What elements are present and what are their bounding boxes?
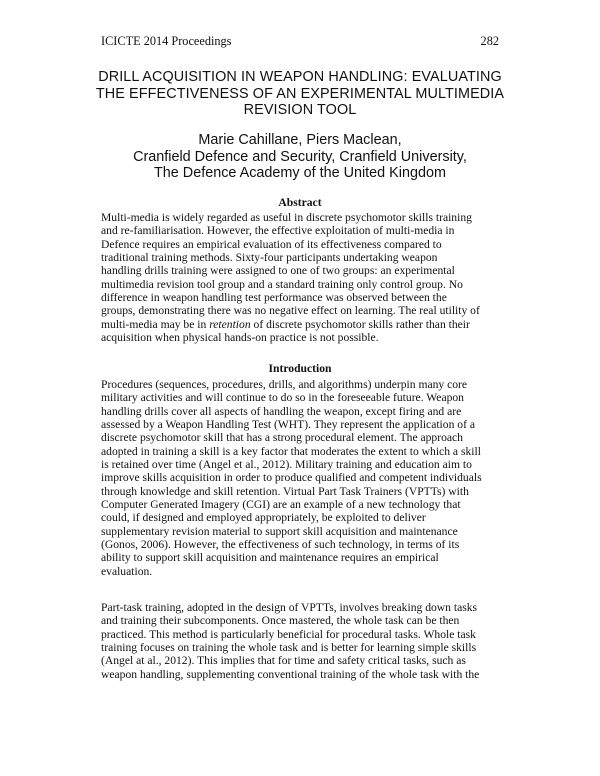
text-line: Part-task training, adopted in the design of VPTTs, involves breaking down tasks [101,601,478,614]
text-line: supplementary revision material to support skill acquisition and maintenance [101,524,458,538]
text-line: training focuses on training the whole task and is better for learning simple skills [101,641,477,655]
text-line: could, if designed and employed appropriately, be exploited to deliver [101,511,426,525]
text-line: is retained over time (Angel et al., 2012). Military training and education aim to [101,458,472,472]
proceedings-label: ICICTE 2014 Proceedings [101,34,232,48]
page-number: 282 [480,34,499,48]
text-line [101,318,503,331]
text-line: acquisition when physical hands-on practice is not possible. [101,331,379,345]
introduction-heading: Introduction [268,362,332,375]
text-line: discrete psychomotor skill that has a strong procedural element. The approach [101,431,463,445]
paper-title [80,69,520,119]
title-line: THE EFFECTIVENESS OF AN EXPERIMENTAL MULTIMEDIA [95,85,505,102]
text-line: assessed by a Weapon Handling Test (WHT). They represent the application of a [101,418,475,432]
abstract-paragraph [101,211,503,344]
text-line: military activities and will continue to do so in the foreseeable future. Weapon [101,391,464,405]
text-line: improve skills acquisition in order to produce qualified and competent individuals [101,471,482,485]
author-institution: The Defence Academy of the United Kingdom [154,165,446,181]
text-run: multi-media may be in [101,317,210,331]
text-line: (Angel at al., 2012). This implies that for time and safety critical tasks, such as [101,654,466,668]
text-line: handling drills cover all aspects of handling the weapon, except firing and are [101,404,462,418]
author-names: Marie Cahillane, Piers Maclean, [198,132,402,148]
text-line: practiced. This method is particularly beneficial for procedural tasks. Whole task [101,627,476,641]
text-line: Procedures (sequences, procedures, drills, and algorithms) underpin many core [101,378,468,391]
text-line: Computer Generated Imagery (CGI) are an example of a new technology that [101,498,461,512]
author-block [80,132,520,182]
intro-paragraph-1 [101,378,503,578]
author-affiliation: Cranfield Defence and Security, Cranfield University, [133,148,467,165]
text-line: adopted in training a skill is a key factor that moderates the extent to which a skill [101,444,481,458]
running-header [101,34,499,50]
intro-paragraph-2 [101,601,503,681]
title-line: REVISION TOOL [243,102,357,118]
abstract-heading: Abstract [278,196,322,209]
text-line: handling drills training were assigned to one of two groups: an experimental [101,264,455,278]
text-line: ability to support skill acquisition and maintenance requires an empirical [101,551,439,565]
text-line: multimedia revision tool group and a standard training only control group. No [101,277,463,291]
italic-term: retention [209,317,251,331]
text-line: Defence requires an empirical evaluation of its effectiveness compared to [101,237,442,251]
text-line: evaluation. [101,564,153,578]
text-run: of discrete psychomotor skills rather than their [250,317,470,331]
text-line: traditional training methods. Sixty-four participants undertaking weapon [101,251,438,265]
text-line: and re-familiarisation. However, the effective exploitation of multi-media in [101,224,455,238]
text-line: weapon handling, supplementing conventional training of the whole task with the [101,667,480,681]
text-line: (Gonos, 2006). However, the effectiveness of such technology, in terms of its [101,538,460,552]
text-line: through knowledge and skill retention. Virtual Part Task Trainers (VPTTs) with [101,484,469,498]
text-line: and training their subcomponents. Once mastered, the whole task can be then [101,614,460,628]
text-line: groups, demonstrating there was no negative effect on learning. The real utility of [101,304,480,318]
text-line: difference in weapon handling test performance was observed between the [101,291,447,305]
title-line: DRILL ACQUISITION IN WEAPON HANDLING: EVALUATING [98,69,502,85]
text-line: Multi-media is widely regarded as useful in discrete psychomotor skills training [101,211,472,224]
